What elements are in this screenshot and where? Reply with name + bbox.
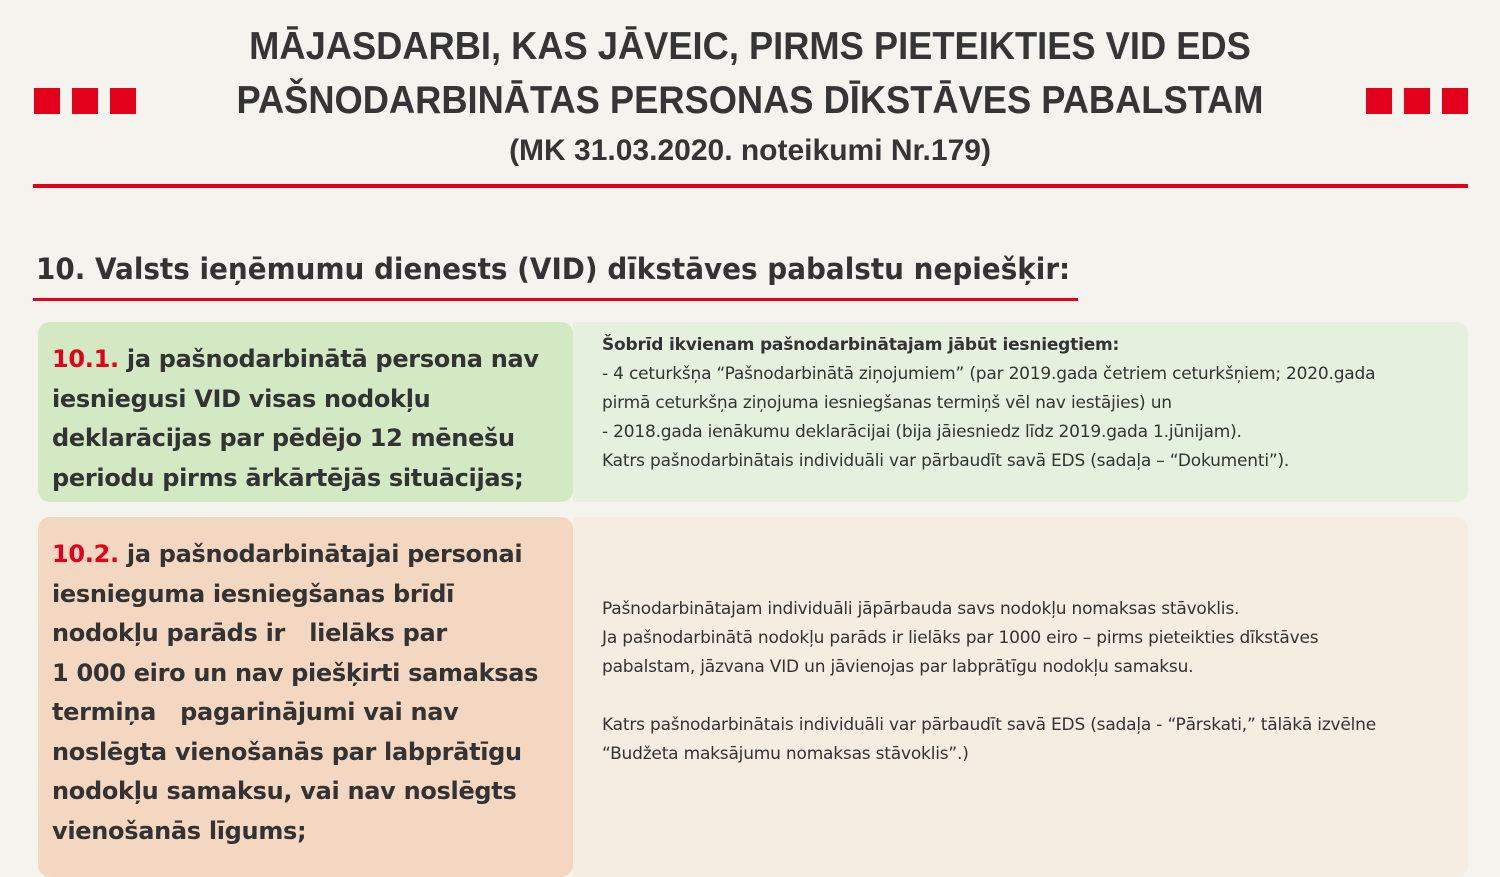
info-line: - 2018.gada ienākumu deklarācijai (bija jāiesniedz līdz 2019.gada 1.jūnijam). xyxy=(602,422,1242,442)
condition-box xyxy=(38,517,573,877)
paragraph-spacer xyxy=(602,682,1438,711)
condition-text xyxy=(52,340,559,498)
condition-line: periodu pirms ārkārtējās situācijas; xyxy=(52,463,524,492)
condition-line: iesniegusi VID visas nodokļu xyxy=(52,384,431,413)
info-text xyxy=(602,331,1438,476)
info-line: Ja pašnodarbinātā nodokļu parāds ir lielāks par 1000 eiro – pirms pieteikties dīkstāves xyxy=(602,628,1319,648)
page-title-line-2: PAŠNODARBINĀTAS PERSONAS DĪKSTĀVES PABALSTAM xyxy=(236,79,1264,122)
info-line: - 4 ceturkšņa “Pašnodarbinātā ziņojumiem” (par 2019.gada četriem ceturkšņiem; 2020.gada xyxy=(602,364,1376,384)
info-line: Katrs pašnodarbinātais individuāli var pārbaudīt savā EDS (sadaļa - “Pārskati,” tālākā izvēlne xyxy=(602,715,1377,735)
info-box xyxy=(573,517,1468,877)
condition-line: 1 000 eiro un nav piešķirti samaksas xyxy=(52,658,539,687)
condition-line: termiņa pagarinājumi vai nav xyxy=(52,698,459,726)
condition-box xyxy=(38,322,573,502)
page-header xyxy=(0,20,1500,174)
info-line: pirmā ceturkšņa ziņojuma iesniegšanas termiņš vēl nav iestājies) un xyxy=(602,393,1172,413)
info-line: “Budžeta maksājumu nomaksas stāvoklis”.) xyxy=(602,744,969,764)
info-box xyxy=(573,322,1468,502)
condition-line: nodokļu parāds ir lielāks par xyxy=(52,619,447,647)
condition-line: ja pašnodarbinātā persona nav xyxy=(118,345,539,373)
section-heading-underline xyxy=(33,298,1078,301)
page-subtitle: (MK 31.03.2020. noteikumi Nr.179) xyxy=(509,134,991,167)
condition-line: iesnieguma iesniegšanas brīdī xyxy=(52,579,455,608)
condition-line: deklarācijas par pēdējo 12 mēnešu xyxy=(52,424,515,452)
info-heading: Šobrīd ikvienam pašnodarbinātajam jābūt iesniegtiem: xyxy=(602,335,1120,355)
info-line: pabalstam, jāzvana VID un jāvienojas par labprātīgu nodokļu samaksu. xyxy=(602,657,1194,677)
condition-text xyxy=(52,535,559,851)
header-divider xyxy=(33,184,1468,188)
section-heading: 10. Valsts ieņēmumu dienests (VID) dīkstāves pabalstu nepiešķir: xyxy=(36,252,1071,286)
condition-line: noslēgta vienošanās par labprātīgu xyxy=(52,737,522,766)
condition-row-10-2 xyxy=(38,517,1468,877)
condition-line: nodokļu samaksu, vai nav noslēgts xyxy=(52,777,517,805)
condition-row-10-1 xyxy=(38,322,1468,502)
condition-number: 10.2. xyxy=(52,540,119,568)
info-line: Katrs pašnodarbinātais individuāli var pārbaudīt savā EDS (sadaļa – “Dokumenti”). xyxy=(602,451,1290,471)
condition-number: 10.1. xyxy=(52,345,119,373)
info-line: Pašnodarbinātajam individuāli jāpārbauda savs nodokļu nomaksas stāvoklis. xyxy=(602,599,1240,619)
condition-line: ja pašnodarbinātajai personai xyxy=(118,540,523,568)
page-title-line-1: MĀJASDARBI, KAS JĀVEIC, PIRMS PIETEIKTIES VID EDS xyxy=(249,25,1251,68)
condition-line: vienošanās līgums; xyxy=(52,816,307,845)
info-text xyxy=(602,595,1438,769)
